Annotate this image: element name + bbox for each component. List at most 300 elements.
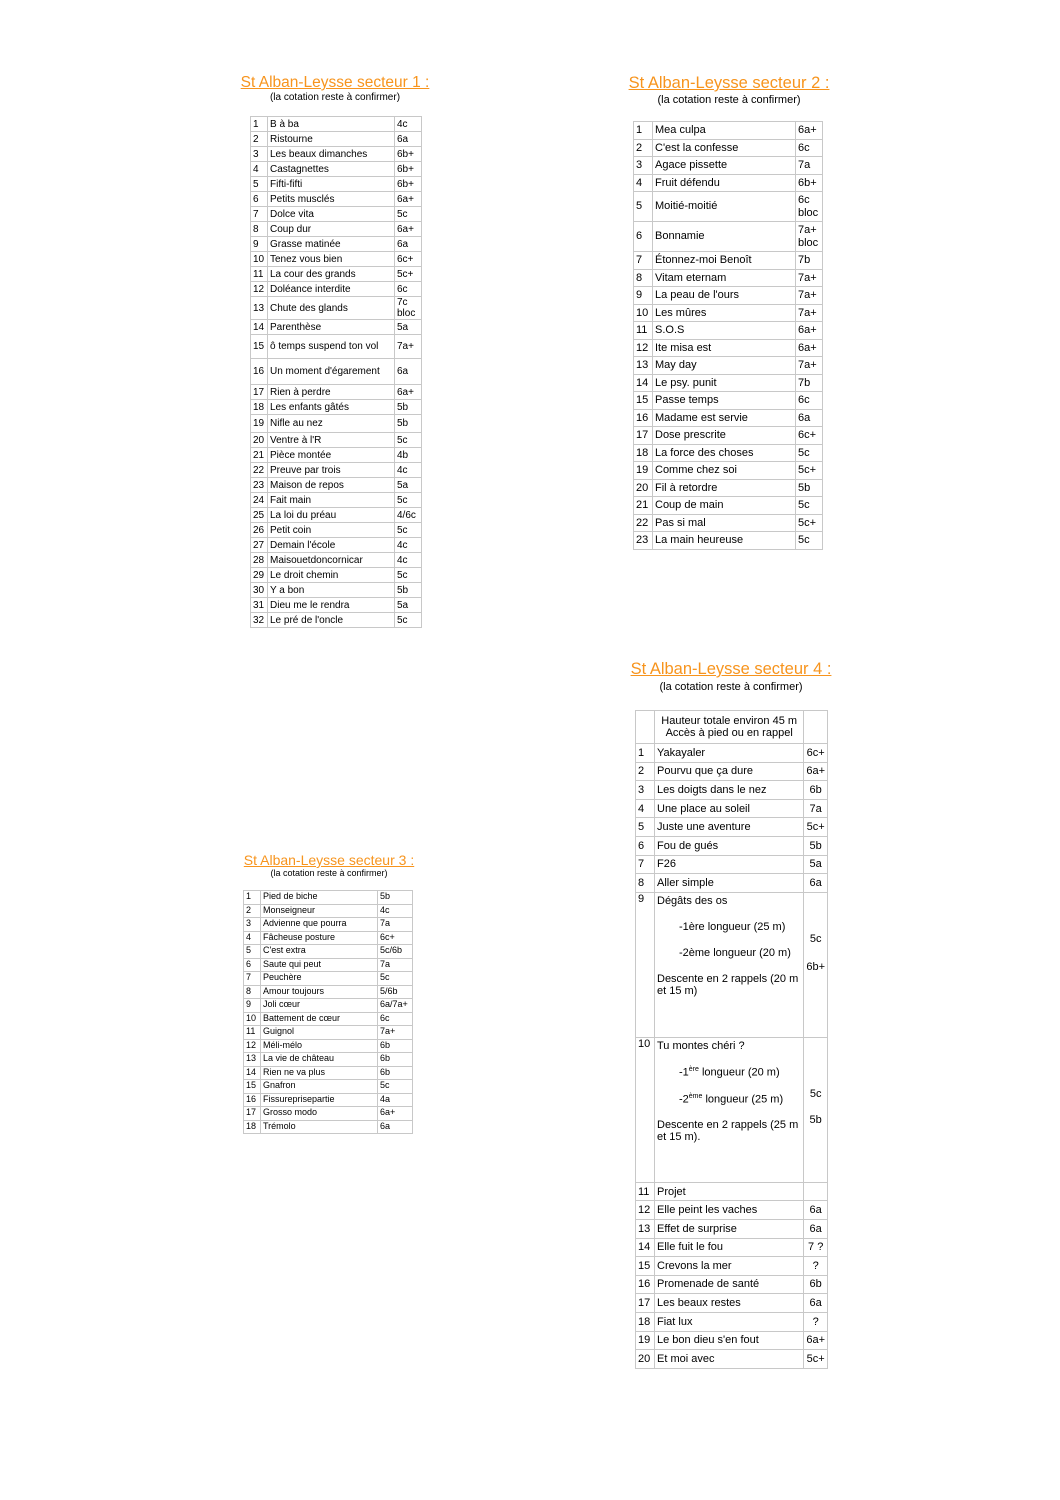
route-number: 18 bbox=[636, 1312, 655, 1331]
table-row bbox=[634, 357, 823, 375]
route-name: C'est extra bbox=[261, 945, 378, 959]
route-number: 22 bbox=[634, 514, 653, 532]
route-grade: 5b bbox=[395, 583, 422, 598]
table-row: 10 Tu montes chéri ? -1ère longueur (20 m) -2ème longueur (25 m) Descente en 2 rappels (25 m et 15 m). 5c 5b bbox=[636, 1037, 828, 1182]
route-name: Le bon dieu s'en fout bbox=[655, 1331, 804, 1350]
route-grade: 6b bbox=[378, 1066, 413, 1080]
table-row bbox=[244, 1107, 413, 1121]
table-row bbox=[636, 1294, 828, 1313]
route-grade: 6a+ bbox=[395, 222, 422, 237]
route-grade: 5c bbox=[796, 497, 823, 515]
table-row bbox=[634, 174, 823, 192]
sector-2-table bbox=[633, 121, 823, 550]
table-row bbox=[251, 222, 422, 237]
route-grade: 6a bbox=[378, 1120, 413, 1134]
route-grade: 6a+ bbox=[796, 322, 823, 340]
route-name: Ite misa est bbox=[653, 339, 796, 357]
table-row bbox=[244, 1093, 413, 1107]
table-row bbox=[634, 139, 823, 157]
table-row bbox=[636, 781, 828, 800]
route-name: B à ba bbox=[268, 117, 395, 132]
route-name: Fruit défendu bbox=[653, 174, 796, 192]
route-grade: 6b bbox=[378, 1053, 413, 1067]
route-name: Y a bon bbox=[268, 583, 395, 598]
route-name: Fil à retordre bbox=[653, 479, 796, 497]
sector-3-subtitle: (la cotation reste à confirmer) bbox=[270, 868, 388, 878]
route-name: Coup de main bbox=[653, 497, 796, 515]
route-name: Madame est servie bbox=[653, 409, 796, 427]
route-grade: 5c bbox=[395, 568, 422, 583]
route-grade: 6b bbox=[804, 1275, 828, 1294]
route-number: 19 bbox=[634, 462, 653, 480]
table-row bbox=[244, 1026, 413, 1040]
route-grade: 6c bbox=[378, 1012, 413, 1026]
route-name: Preuve par trois bbox=[268, 463, 395, 478]
route-number: 18 bbox=[634, 444, 653, 462]
route-number: 3 bbox=[636, 781, 655, 800]
route-name: Promenade de santé bbox=[655, 1275, 804, 1294]
sector-2-title: St Alban-Leysse secteur 2 : bbox=[628, 74, 830, 92]
route-number: 23 bbox=[634, 532, 653, 550]
route-number: 12 bbox=[251, 282, 268, 297]
route-name: Doléance interdite bbox=[268, 282, 395, 297]
route-grade: 6a bbox=[804, 1219, 828, 1238]
table-row bbox=[636, 1331, 828, 1350]
table-row bbox=[244, 945, 413, 959]
route-number: 12 bbox=[636, 1201, 655, 1220]
route-name: Crevons la mer bbox=[655, 1257, 804, 1276]
table-row bbox=[244, 1080, 413, 1094]
route-number: 6 bbox=[636, 836, 655, 855]
table-row bbox=[634, 409, 823, 427]
route-number: 24 bbox=[251, 493, 268, 508]
route-grade: 6a bbox=[796, 409, 823, 427]
route-number: 25 bbox=[251, 508, 268, 523]
route-number: 3 bbox=[251, 147, 268, 162]
route-name: Grosso modo bbox=[261, 1107, 378, 1121]
route-name: Les mûres bbox=[653, 304, 796, 322]
route-number: 14 bbox=[251, 320, 268, 335]
sector-1-subtitle: (la cotation reste à confirmer) bbox=[269, 92, 401, 103]
route-name: Advienne que pourra bbox=[261, 918, 378, 932]
route-name: Méli-mélo bbox=[261, 1039, 378, 1053]
table-row bbox=[244, 1039, 413, 1053]
route-name: Et moi avec bbox=[655, 1350, 804, 1369]
route-number: 13 bbox=[636, 1219, 655, 1238]
route-grade: 5c bbox=[395, 207, 422, 222]
sector-4-table bbox=[635, 710, 828, 1369]
route-number: 20 bbox=[251, 433, 268, 448]
route-grade: 7c bloc bbox=[395, 297, 422, 320]
route-name: Elle peint les vaches bbox=[655, 1201, 804, 1220]
route-grade: 5c+ bbox=[796, 462, 823, 480]
route-number: 16 bbox=[634, 409, 653, 427]
route-grade: 6b+ bbox=[395, 147, 422, 162]
route-grade: 6a+ bbox=[796, 122, 823, 140]
table-row bbox=[251, 297, 422, 320]
route-number: 3 bbox=[634, 157, 653, 175]
route-number: 15 bbox=[251, 335, 268, 359]
table-row bbox=[634, 497, 823, 515]
route-grade: 6a bbox=[395, 359, 422, 385]
route-grade: 7a bbox=[378, 918, 413, 932]
route-number: 20 bbox=[634, 479, 653, 497]
route-grade: 5b bbox=[395, 400, 422, 415]
route-name: Ventre à l'R bbox=[268, 433, 395, 448]
route-name: La loi du préau bbox=[268, 508, 395, 523]
route-name: La vie de château bbox=[261, 1053, 378, 1067]
route-grade: 6b+ bbox=[395, 162, 422, 177]
route-number: 32 bbox=[251, 613, 268, 628]
route-number: 18 bbox=[244, 1120, 261, 1134]
route-name: Coup dur bbox=[268, 222, 395, 237]
table-row bbox=[251, 359, 422, 385]
table-row bbox=[634, 192, 823, 222]
route-name: Petit coin bbox=[268, 523, 395, 538]
table-row bbox=[636, 1201, 828, 1220]
table-row bbox=[634, 427, 823, 445]
route-name: Le psy. punit bbox=[653, 374, 796, 392]
route-number: 23 bbox=[251, 478, 268, 493]
route-name: Rien à perdre bbox=[268, 385, 395, 400]
table-row bbox=[251, 433, 422, 448]
table-row bbox=[244, 1120, 413, 1134]
route-name: Le pré de l'oncle bbox=[268, 613, 395, 628]
route-name: Pas si mal bbox=[653, 514, 796, 532]
route-name: Grasse matinée bbox=[268, 237, 395, 252]
route-number: 17 bbox=[636, 1294, 655, 1313]
table-row bbox=[634, 269, 823, 287]
route-number: 9 bbox=[244, 999, 261, 1013]
route-grade: 5c+ bbox=[804, 818, 828, 837]
route-number: 28 bbox=[251, 553, 268, 568]
route-number: 5 bbox=[244, 945, 261, 959]
table-row bbox=[634, 532, 823, 550]
route-grade: 6c bbox=[796, 139, 823, 157]
table-row bbox=[251, 568, 422, 583]
table-row bbox=[251, 448, 422, 463]
route-name: Guignol bbox=[261, 1026, 378, 1040]
sector-1-table bbox=[250, 116, 422, 628]
route-grade: 4a bbox=[378, 1093, 413, 1107]
table-row bbox=[636, 1219, 828, 1238]
table-row bbox=[636, 799, 828, 818]
route-name: Dolce vita bbox=[268, 207, 395, 222]
route-grade: 6c+ bbox=[378, 931, 413, 945]
table-row bbox=[244, 999, 413, 1013]
table-row bbox=[634, 479, 823, 497]
table-row bbox=[636, 762, 828, 781]
route-name: Demain l'école bbox=[268, 538, 395, 553]
route-number: 8 bbox=[244, 985, 261, 999]
route-grade: 6b+ bbox=[796, 174, 823, 192]
route-name: Fiat lux bbox=[655, 1312, 804, 1331]
route-grade: 7a+ bbox=[378, 1026, 413, 1040]
table-row bbox=[251, 583, 422, 598]
route-number: 17 bbox=[244, 1107, 261, 1121]
table-row bbox=[251, 508, 422, 523]
route-number: 14 bbox=[636, 1238, 655, 1257]
table-row bbox=[244, 1012, 413, 1026]
route-number: 8 bbox=[251, 222, 268, 237]
table-row bbox=[251, 493, 422, 508]
route-number: 4 bbox=[636, 799, 655, 818]
route-name: Parenthèse bbox=[268, 320, 395, 335]
route-number: 13 bbox=[634, 357, 653, 375]
route-grade: 5c bbox=[378, 1080, 413, 1094]
route-number: 18 bbox=[251, 400, 268, 415]
table-row bbox=[251, 177, 422, 192]
route-number: 10 bbox=[251, 252, 268, 267]
route-name: Trémolo bbox=[261, 1120, 378, 1134]
route-grade: 6c+ bbox=[796, 427, 823, 445]
route-number: 19 bbox=[636, 1331, 655, 1350]
route-number: 11 bbox=[244, 1026, 261, 1040]
route-grade: 5b bbox=[804, 836, 828, 855]
route-grade: 4b bbox=[395, 448, 422, 463]
table-row bbox=[251, 385, 422, 400]
route-number: 11 bbox=[634, 322, 653, 340]
table-row bbox=[251, 192, 422, 207]
sector-4-subtitle: (la cotation reste à confirmer) bbox=[659, 681, 803, 693]
table-row bbox=[636, 1350, 828, 1369]
route-number: 21 bbox=[251, 448, 268, 463]
table-row bbox=[636, 874, 828, 893]
table-row bbox=[636, 836, 828, 855]
route-grade: 5a bbox=[395, 320, 422, 335]
route-grade: 6a+ bbox=[395, 192, 422, 207]
table-row bbox=[251, 132, 422, 147]
table-row bbox=[634, 287, 823, 305]
route-number: 1 bbox=[244, 891, 261, 905]
route-name: Peuchère bbox=[261, 972, 378, 986]
route-name: Passe temps bbox=[653, 392, 796, 410]
route-name: Maisouetdoncornicar bbox=[268, 553, 395, 568]
route-grade: 6c bbox=[796, 392, 823, 410]
route-grade: 4c bbox=[395, 117, 422, 132]
route-number: 2 bbox=[251, 132, 268, 147]
table-row bbox=[251, 463, 422, 478]
route-name: Gnafron bbox=[261, 1080, 378, 1094]
route-number: 8 bbox=[636, 874, 655, 893]
route-grade: 6b bbox=[804, 781, 828, 800]
table-row bbox=[251, 207, 422, 222]
route-name: Monseigneur bbox=[261, 904, 378, 918]
route-number: 7 bbox=[251, 207, 268, 222]
route-name: F26 bbox=[655, 855, 804, 874]
route-grade: 5c+ bbox=[395, 267, 422, 282]
table-row bbox=[634, 444, 823, 462]
table-row bbox=[251, 267, 422, 282]
table-row bbox=[251, 400, 422, 415]
route-number: 14 bbox=[244, 1066, 261, 1080]
table-row bbox=[251, 523, 422, 538]
route-name: Une place au soleil bbox=[655, 799, 804, 818]
table-row bbox=[251, 252, 422, 267]
route-number: 12 bbox=[244, 1039, 261, 1053]
route-number: 1 bbox=[636, 744, 655, 763]
route-number: 15 bbox=[244, 1080, 261, 1094]
table-row bbox=[636, 744, 828, 763]
table-row bbox=[251, 162, 422, 177]
route-number: 2 bbox=[634, 139, 653, 157]
route-name: Pièce montée bbox=[268, 448, 395, 463]
route-number: 11 bbox=[636, 1182, 655, 1201]
table-row bbox=[634, 374, 823, 392]
sector-4-header: Hauteur totale environ 45 m Accès à pied ou en rappel bbox=[655, 711, 804, 744]
table-row bbox=[636, 1312, 828, 1331]
table-row bbox=[251, 613, 422, 628]
route-grade: 6a bbox=[804, 874, 828, 893]
route-grade: 7a+ bbox=[796, 304, 823, 322]
route-grade: 4c bbox=[395, 538, 422, 553]
table-row bbox=[244, 904, 413, 918]
route-number: 7 bbox=[634, 252, 653, 270]
table-row bbox=[251, 147, 422, 162]
table-row bbox=[251, 335, 422, 359]
route-grade: ? bbox=[804, 1257, 828, 1276]
route-number: 15 bbox=[634, 392, 653, 410]
route-grade: 6c+ bbox=[804, 744, 828, 763]
table-row bbox=[634, 157, 823, 175]
route-name: Étonnez-moi Benoît bbox=[653, 252, 796, 270]
route-grade: 7a+ bloc bbox=[796, 222, 823, 252]
route-number: 7 bbox=[636, 855, 655, 874]
route-grade: 6a+ bbox=[804, 1331, 828, 1350]
route-grade: 6a bbox=[395, 237, 422, 252]
route-name: Les enfants gâtés bbox=[268, 400, 395, 415]
route-grade: 6a+ bbox=[395, 385, 422, 400]
table-row bbox=[634, 339, 823, 357]
route-grade: 4c bbox=[378, 904, 413, 918]
route-name: Effet de surprise bbox=[655, 1219, 804, 1238]
route-name: Bonnamie bbox=[653, 222, 796, 252]
table-row bbox=[636, 855, 828, 874]
route-name: Battement de cœur bbox=[261, 1012, 378, 1026]
table-row bbox=[636, 1182, 828, 1201]
route-number: 20 bbox=[636, 1350, 655, 1369]
route-name: ô temps suspend ton vol bbox=[268, 335, 395, 359]
route-number: 5 bbox=[634, 192, 653, 222]
route-grade: 5a bbox=[804, 855, 828, 874]
table-row bbox=[251, 538, 422, 553]
route-name: Rien ne va plus bbox=[261, 1066, 378, 1080]
route-name: May day bbox=[653, 357, 796, 375]
route-number: 1 bbox=[634, 122, 653, 140]
route-grade: 6a bbox=[804, 1294, 828, 1313]
route-number: 6 bbox=[244, 958, 261, 972]
route-name: C'est la confesse bbox=[653, 139, 796, 157]
route-grade: 7a+ bbox=[395, 335, 422, 359]
route-number: 8 bbox=[634, 269, 653, 287]
route-name: La cour des grands bbox=[268, 267, 395, 282]
route-number: 7 bbox=[244, 972, 261, 986]
route-grade: 6b+ bbox=[395, 177, 422, 192]
route-name: Un moment d'égarement bbox=[268, 359, 395, 385]
route-name: Joli cœur bbox=[261, 999, 378, 1013]
route-grade: 4/6c bbox=[395, 508, 422, 523]
route-number: 27 bbox=[251, 538, 268, 553]
route-grade bbox=[804, 1182, 828, 1201]
table-row bbox=[251, 117, 422, 132]
route-grade: 4c bbox=[395, 463, 422, 478]
route-name: Fifti-fifti bbox=[268, 177, 395, 192]
route-name: Fissureprisepartie bbox=[261, 1093, 378, 1107]
route-grade: 5a bbox=[395, 478, 422, 493]
table-row bbox=[634, 514, 823, 532]
route-name: Fâcheuse posture bbox=[261, 931, 378, 945]
table-row bbox=[244, 972, 413, 986]
table-row bbox=[634, 304, 823, 322]
route-grade: 4c bbox=[395, 553, 422, 568]
route-number: 16 bbox=[251, 359, 268, 385]
route-number: 3 bbox=[244, 918, 261, 932]
route-name: Pourvu que ça dure bbox=[655, 762, 804, 781]
route-grade: 7a bbox=[378, 958, 413, 972]
table-row bbox=[244, 1053, 413, 1067]
route-name: La peau de l'ours bbox=[653, 287, 796, 305]
route-number: 4 bbox=[251, 162, 268, 177]
route-number: 10 bbox=[244, 1012, 261, 1026]
route-name: S.O.S bbox=[653, 322, 796, 340]
table-row bbox=[636, 1275, 828, 1294]
route-name: Fait main bbox=[268, 493, 395, 508]
table-row bbox=[244, 958, 413, 972]
route-grade: 6c bbox=[395, 282, 422, 297]
table-row bbox=[636, 818, 828, 837]
route-number: 26 bbox=[251, 523, 268, 538]
table-row bbox=[244, 1066, 413, 1080]
route-name: Elle fuit le fou bbox=[655, 1238, 804, 1257]
route-number: 9 bbox=[251, 237, 268, 252]
route-name: Castagnettes bbox=[268, 162, 395, 177]
route-number: 16 bbox=[244, 1093, 261, 1107]
route-grade: 7a+ bbox=[796, 357, 823, 375]
route-name: Dieu me le rendra bbox=[268, 598, 395, 613]
table-row bbox=[244, 931, 413, 945]
route-name: Les beaux dimanches bbox=[268, 147, 395, 162]
route-name: Maison de repos bbox=[268, 478, 395, 493]
table-row bbox=[634, 462, 823, 480]
route-name: Agace pissette bbox=[653, 157, 796, 175]
route-grade: 5b bbox=[378, 891, 413, 905]
route-number: 13 bbox=[244, 1053, 261, 1067]
route-grade: 6c+ bbox=[395, 252, 422, 267]
route-grade: ? bbox=[804, 1312, 828, 1331]
route-grade: 5a bbox=[395, 598, 422, 613]
table-row bbox=[244, 918, 413, 932]
route-grade: 7b bbox=[796, 252, 823, 270]
route-grade: 7 ? bbox=[804, 1238, 828, 1257]
sector-4-header-row bbox=[636, 711, 828, 744]
sector-1-title: St Alban-Leysse secteur 1 : bbox=[240, 74, 430, 91]
sector-3-table bbox=[243, 890, 413, 1134]
route-name: Chute des glands bbox=[268, 297, 395, 320]
route-name: Pied de biche bbox=[261, 891, 378, 905]
route-grade: 6a/7a+ bbox=[378, 999, 413, 1013]
table-row bbox=[634, 122, 823, 140]
route-name: Ristourne bbox=[268, 132, 395, 147]
route-grade: 7a bbox=[804, 799, 828, 818]
route-number: 13 bbox=[251, 297, 268, 320]
table-row: 9 Dégâts des os -1ère longueur (25 m) -2ème longueur (20 m) Descente en 2 rappels (20 m et 15 m) 5c 6b+ bbox=[636, 892, 828, 1037]
route-grade: 7a+ bbox=[796, 287, 823, 305]
route-number: 2 bbox=[636, 762, 655, 781]
table-row bbox=[251, 598, 422, 613]
route-number: 29 bbox=[251, 568, 268, 583]
route-9-cell: Dégâts des os -1ère longueur (25 m) -2ème longueur (20 m) Descente en 2 rappels (20 m et 15 m) bbox=[655, 892, 804, 1037]
route-name: Yakayaler bbox=[655, 744, 804, 763]
